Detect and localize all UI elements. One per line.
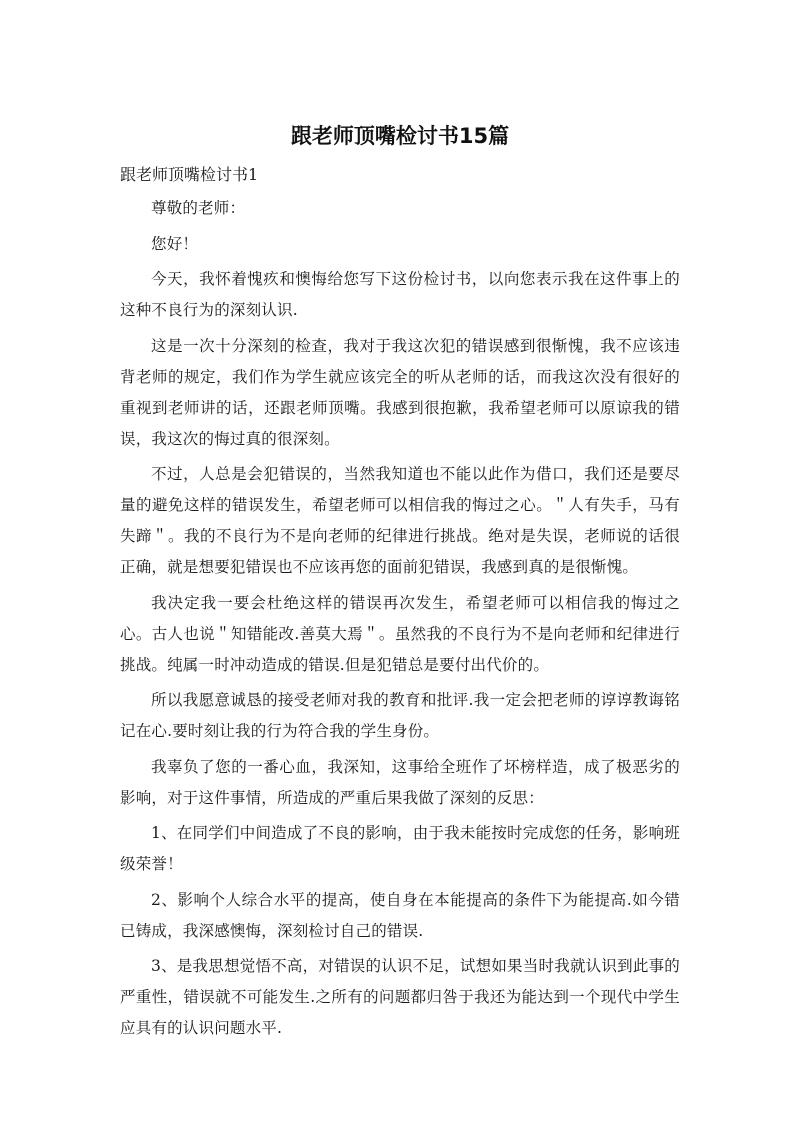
list-item: 1、在同学们中间造成了不良的影响，由于我未能按时完成您的任务，影响班级荣誉！ xyxy=(120,824,680,873)
paragraph: 我决定我一要会杜绝这样的错误再次发生，希望老师可以相信我的悔过之心。古人也说＂知错能改.善莫大焉＂。虽然我的不良行为不是向老师和纪律进行挑战。纯属一时冲动造成的错误.但是犯错总是要付出代价的。 xyxy=(120,593,680,674)
document-body xyxy=(120,193,680,1049)
list-item: 3、是我思想觉悟不高，对错误的认识不足，试想如果当时我就认识到此事的严重性，错误就不可能发生.之所有的问题都归咎于我还为能达到一个现代中学生应具有的认识问题水平. xyxy=(120,957,680,1037)
document-title: 跟老师顶嘴检讨书15篇 xyxy=(290,124,510,148)
paragraph: 所以我愿意诚恳的接受老师对我的教育和批评.我一定会把老师的谆谆教诲铭记在心.要时刻让我的行为符合我的学生身份。 xyxy=(120,691,680,740)
paragraph: 今天，我怀着愧疚和懊悔给您写下这份检讨书，以向您表示我在这件事上的这种不良行为的深刻认识. xyxy=(120,270,680,319)
list-item: 2、影响个人综合水平的提高，使自身在本能提高的条件下为能提高.如今错已铸成，我深感懊悔，深刻检讨自己的错误. xyxy=(120,890,680,940)
document-subtitle: 跟老师顶嘴检讨书1 xyxy=(120,165,259,184)
greeting: 您好！ xyxy=(151,234,199,253)
paragraph: 我辜负了您的一番心血，我深知，这事给全班作了坏榜样造，成了极恶劣的影响，对于这件事情，所造成的严重后果我做了深刻的反思： xyxy=(120,757,680,807)
paragraph: 这是一次十分深刻的检查，我对于我这次犯的错误感到很惭愧，我不应该违背老师的规定，我们作为学生就应该完全的听从老师的话，而我这次没有很好的重视到老师讲的话，还跟老师顶嘴。我感到很抱歉，我希望老师可以原谅我的错误，我这次的悔过真的很深刻。 xyxy=(120,336,680,448)
paragraph: 不过，人总是会犯错误的，当然我知道也不能以此作为借口，我们还是要尽量的避免这样的错误发生，希望老师可以相信我的悔过之心。＂人有失手，马有失蹄＂。我的不良行为不是向老师的纪律进行挑战。绝对是失误，老师说的话很正确，就是想要犯错误也不应该再您的面前犯错误，我感到真的是很惭愧。 xyxy=(120,465,680,576)
salutation: 尊敬的老师： xyxy=(151,199,246,217)
